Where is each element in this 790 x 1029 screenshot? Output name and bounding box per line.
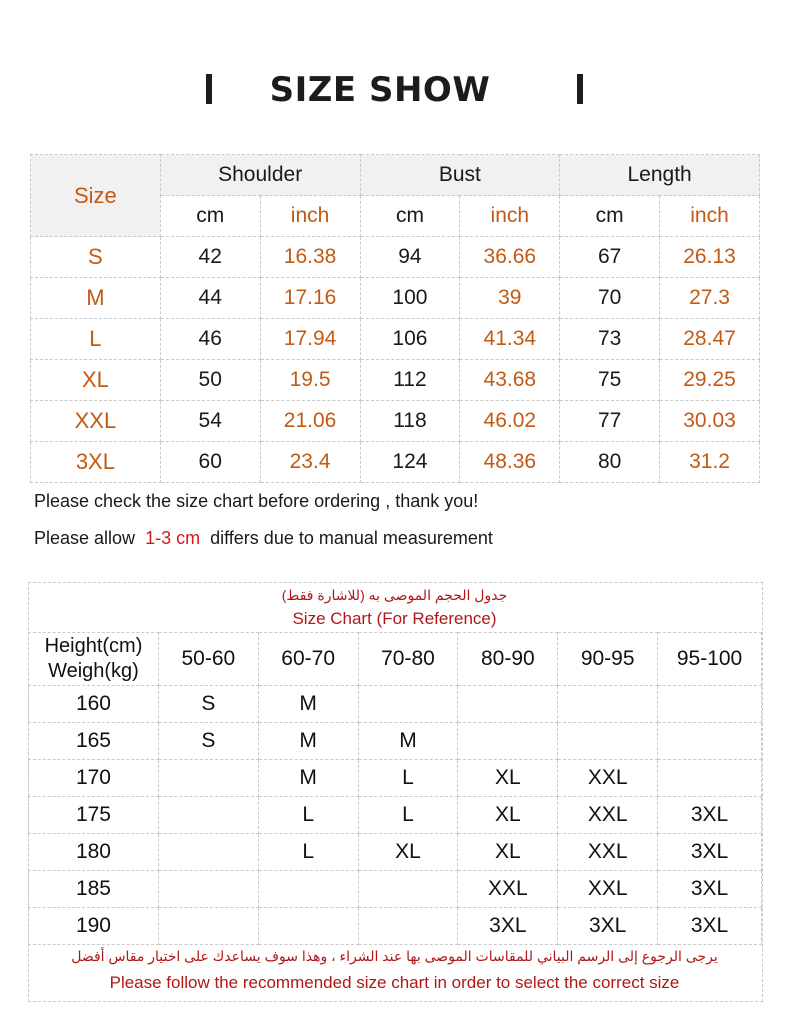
measurement-cell: 94 [360,237,460,278]
recommended-size-cell [358,871,458,908]
reference-row [29,908,762,945]
reference-row [29,760,762,797]
height-label: 160 [29,686,159,723]
recommended-size-cell: XL [458,797,558,834]
reference-rows [29,686,762,945]
recommended-size-cell: 3XL [658,871,762,908]
reference-row [29,871,762,908]
measurement-cell: 106 [360,319,460,360]
recommended-size-cell: L [258,834,358,871]
recommended-size-cell: XXL [458,871,558,908]
footer-arabic: يرجى الرجوع إلى الرسم البياني للمقاسات الموصى بها عند الشراء ، وهذا سوف يساعدك على اختيار مقاس أفضل [71,948,718,964]
measurement-cell: 43.68 [460,360,560,401]
measurement-cell: 46.02 [460,401,560,442]
weight-range-header: 80-90 [458,633,558,686]
height-label: 190 [29,908,159,945]
measurement-cell: 75 [560,360,660,401]
measurement-cell: 112 [360,360,460,401]
size-row [31,442,760,483]
measurement-cell: 28.47 [660,319,760,360]
reference-row [29,834,762,871]
size-header: Size [31,155,161,237]
unit-header: inch [460,196,560,237]
measurement-cell: 80 [560,442,660,483]
size-label: L [31,319,161,360]
size-row [31,319,760,360]
reference-title-arabic: جدول الحجم الموصى به (للاشارة فقط) [281,587,508,603]
note-check-chart: Please check the size chart before ordering , thank you! [34,491,479,511]
recommended-size-cell: L [258,797,358,834]
measurement-cell: 17.94 [260,319,360,360]
measurement-cell: 41.34 [460,319,560,360]
height-label: 175 [29,797,159,834]
title-bar-right [577,74,583,104]
recommended-size-cell [158,760,258,797]
measurement-cell: 19.5 [260,360,360,401]
weight-range-header: 70-80 [358,633,458,686]
footer-note: Please follow the recommended size chart in order to select the correct size [109,973,680,992]
recommended-size-cell: 3XL [658,834,762,871]
recommended-size-cell: XXL [558,797,658,834]
recommended-size-cell [158,834,258,871]
recommended-size-cell [658,723,762,760]
measurement-cell: 21.06 [260,401,360,442]
recommended-size-cell: XXL [558,871,658,908]
weight-range-header: 95-100 [658,633,762,686]
recommended-size-cell [158,871,258,908]
measurement-cell: 46 [160,319,260,360]
recommended-size-cell [558,723,658,760]
recommended-size-cell [158,908,258,945]
recommended-size-cell: XL [458,760,558,797]
measurement-cell: 67 [560,237,660,278]
height-label: 185 [29,871,159,908]
recommended-size-cell: M [258,760,358,797]
height-label: 170 [29,760,159,797]
recommended-size-cell: XL [358,834,458,871]
measurement-cell: 29.25 [660,360,760,401]
note-measurement [34,528,493,549]
measurement-cell: 26.13 [660,237,760,278]
recommended-size-cell [258,871,358,908]
size-row [31,401,760,442]
recommended-size-cell [258,908,358,945]
measurement-cell: 39 [460,278,560,319]
height-label: 165 [29,723,159,760]
recommended-size-cell: XL [458,834,558,871]
note-tolerance: 1-3 cm [145,528,201,548]
reference-row [29,723,762,760]
unit-header: inch [260,196,360,237]
recommended-size-cell [458,723,558,760]
recommended-size-cell [158,797,258,834]
recommended-size-cell: 3XL [458,908,558,945]
recommended-size-cell [658,760,762,797]
measurement-cell: 60 [160,442,260,483]
recommended-size-cell: S [158,686,258,723]
recommended-size-cell: 3XL [558,908,658,945]
recommended-size-cell: 3XL [658,908,762,945]
recommended-size-cell [358,908,458,945]
note-prefix: Please allow [34,528,136,548]
recommended-size-cell: 3XL [658,797,762,834]
group-header-bust: Bust [360,155,560,196]
measurement-cell: 17.16 [260,278,360,319]
measurement-cell: 30.03 [660,401,760,442]
size-label: M [31,278,161,319]
measurement-cell: 44 [160,278,260,319]
recommended-size-cell [558,686,658,723]
corner-height-label: Height(cm) [44,635,143,657]
measurement-cell: 77 [560,401,660,442]
height-label: 180 [29,834,159,871]
measurement-cell: 118 [360,401,460,442]
reference-row [29,797,762,834]
unit-header: cm [160,196,260,237]
size-row [31,278,760,319]
measurement-cell: 48.36 [460,442,560,483]
reference-title: Size Chart (For Reference) [292,609,497,628]
measurement-cell: 42 [160,237,260,278]
recommended-size-cell: M [258,686,358,723]
size-row [31,360,760,401]
size-label: S [31,237,161,278]
measurement-cell: 100 [360,278,460,319]
recommended-size-cell: S [158,723,258,760]
recommended-size-cell [658,686,762,723]
recommended-size-cell: L [358,797,458,834]
group-header-length: Length [560,155,760,196]
corner-header [29,633,159,686]
recommended-size-cell: M [358,723,458,760]
measurement-cell: 16.38 [260,237,360,278]
unit-header: cm [560,196,660,237]
recommended-size-cell: XXL [558,834,658,871]
measurement-cell: 124 [360,442,460,483]
page-title: SIZE SHOW [269,70,491,110]
recommended-size-cell [358,686,458,723]
measurement-cell: 27.3 [660,278,760,319]
reference-header-row [29,633,762,686]
measurement-cell: 70 [560,278,660,319]
weight-range-header: 50-60 [158,633,258,686]
recommended-size-cell: L [358,760,458,797]
size-rows [31,237,760,483]
measurement-cell: 50 [160,360,260,401]
measurement-cell: 23.4 [260,442,360,483]
title-section [0,68,790,112]
recommended-size-cell [458,686,558,723]
weight-range-header: 60-70 [258,633,358,686]
measurement-cell: 73 [560,319,660,360]
size-label: XL [31,360,161,401]
size-label: XXL [31,401,161,442]
unit-header: inch [660,196,760,237]
measurement-cell: 36.66 [460,237,560,278]
group-header-shoulder: Shoulder [160,155,360,196]
measurement-cell: 31.2 [660,442,760,483]
unit-header: cm [360,196,460,237]
measurement-cell: 54 [160,401,260,442]
recommended-size-cell: XXL [558,760,658,797]
reference-table [28,632,762,945]
recommended-size-cell: M [258,723,358,760]
size-row [31,237,760,278]
size-label: 3XL [31,442,161,483]
weight-range-header: 90-95 [558,633,658,686]
corner-weight-label: Weigh(kg) [48,660,139,682]
size-table [30,154,760,483]
reference-row [29,686,762,723]
note-suffix: differs due to manual measurement [210,528,493,548]
